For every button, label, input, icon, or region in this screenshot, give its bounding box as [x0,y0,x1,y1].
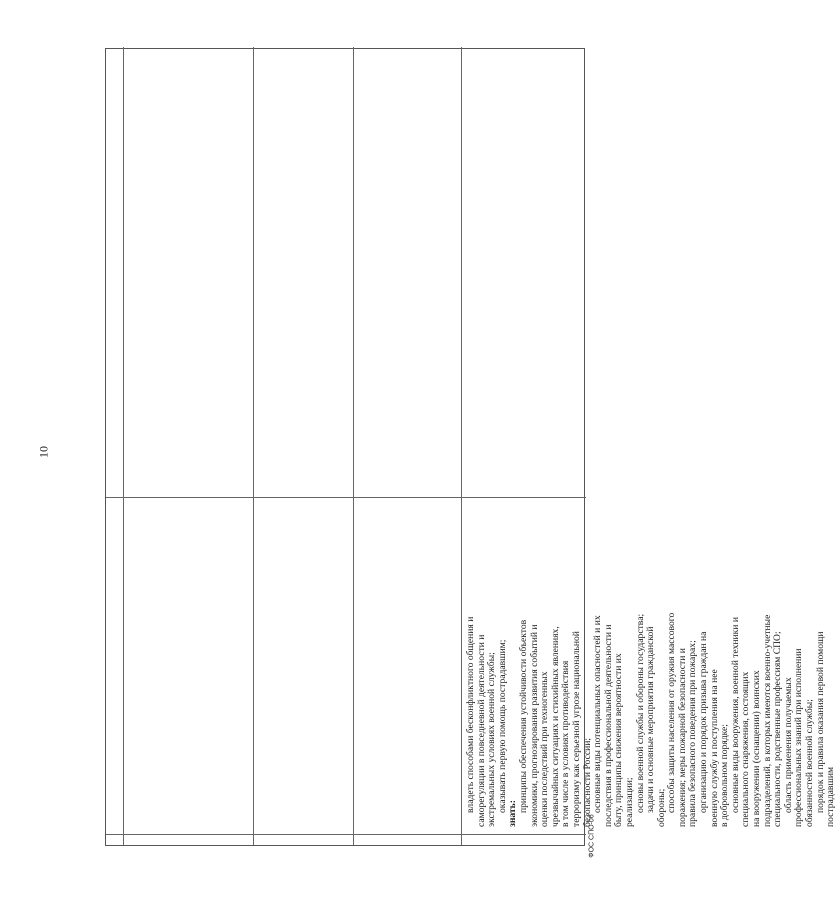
cell-text-line: специального снаряжения, состоящих [740,671,752,827]
table-row-rule [353,47,354,845]
cell-text-line: военную службу и поступления на нее [708,669,720,827]
cell-text-line: профессиональных знаний при исполнении [793,648,805,827]
cell-text-line: основные виды потенциальных опасностей и их [592,615,604,813]
cell-text-line: оценки последствий при техногенных [539,671,551,827]
table-row-rule [253,47,254,845]
cell-text-line: задачи и основные мероприятия гражданской [645,626,657,813]
cell-text-line: в том числе в условиях противодействия [560,660,572,827]
cell-text-line: реализации; [623,777,635,827]
cell-text-line: чрезвычайных ситуациях и стихийных явлениях, [549,626,561,827]
cell-text-line: принципы обеспечения устойчивости объектов [517,619,529,813]
cell-text-line: подразделений, в которых имеются военно-учетные [761,614,773,827]
cell-text-line: на вооружении (оснащении) воинских [751,670,763,827]
cell-text-line: последствия в профессиональной деятельности и [602,624,614,827]
competency-text-cell [466,531,837,827]
cell-text-line: оказывать первую помощь пострадавшим; [496,639,508,813]
cell-text-line: поражения; меры пожарной безопасности и [676,648,688,827]
cell-text-line: экстремальных условиях военной службы; [486,652,498,827]
page-number: 10 [36,446,51,458]
cell-text-line: владеть способами бесконфликтного общения и [465,616,476,813]
cell-text-line: пострадавшим [825,766,837,827]
cell-text-line: обороны; [655,788,667,827]
section-heading: знать: [507,800,519,827]
cell-text-line: терроризму как серьезной угрозе национальной [570,631,582,827]
cell-text-line: специальности, родственные профессиям СПО; [772,631,784,827]
cell-text-line: основные виды вооружения, военной техники и [729,617,741,813]
cell-text-line: порядок и правила оказания первой помощи [814,631,826,813]
cell-text-line: в добровольном порядке; [719,724,731,827]
footer-code: ФОС СПО-06 [588,814,596,858]
cell-text-line: саморегуляции в повседневной деятельности и [475,634,487,827]
cell-text-line: экономики, прогнозирования развития событий и [528,624,540,827]
cell-text-line: правила безопасного поведения при пожарах; [687,640,699,827]
cell-text-line: область применения получаемых [782,677,794,813]
cell-text-line: обязанностей военной службы; [804,699,815,827]
cell-text-line: способы защиты населения от оружия массового [666,612,678,813]
table-row-rule [123,47,124,845]
cell-text-line: основы военной службы и обороны государства; [634,613,646,813]
cell-text-line: организацию и порядок призыва граждан на [698,631,710,813]
cell-text-line: быту, принципы снижения вероятности их [613,653,625,827]
cell-text-line: безопасности России; [581,737,593,827]
